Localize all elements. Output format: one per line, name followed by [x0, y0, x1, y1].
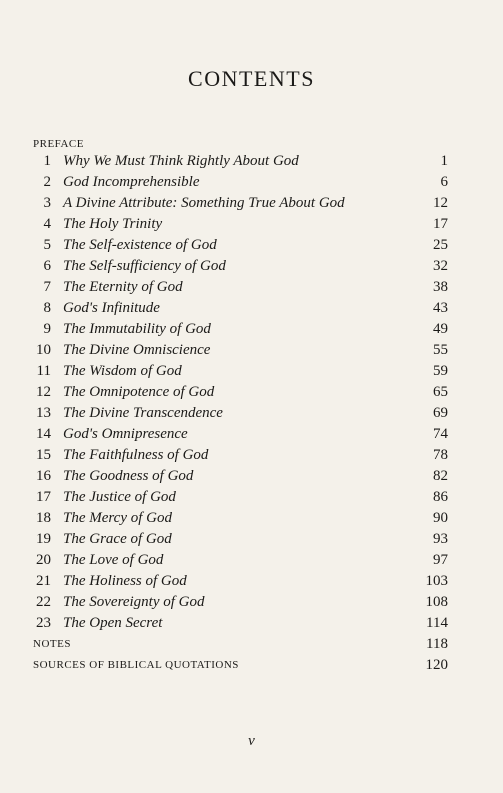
chapter-number: 3	[43, 195, 51, 211]
chapter-title: The Self-existence of God	[63, 237, 217, 253]
chapter-number: 2	[43, 174, 51, 190]
chapter-number: 11	[36, 363, 51, 379]
toc-row	[33, 193, 448, 214]
chapter-title: God Incomprehensible	[63, 174, 200, 190]
chapter-title: The Love of God	[63, 552, 164, 568]
chapter-page-number: 38	[433, 279, 448, 295]
chapter-page-number: 93	[433, 531, 448, 547]
chapter-page-number: 55	[433, 342, 448, 358]
back-matter-page-number: 120	[425, 657, 448, 673]
toc-row	[33, 298, 448, 319]
chapter-page-number: 78	[433, 447, 448, 463]
chapter-page-number: 6	[440, 174, 448, 190]
chapter-number: 16	[36, 468, 51, 484]
chapter-title: The Grace of God	[63, 531, 172, 547]
chapter-title: The Holy Trinity	[63, 216, 163, 232]
chapter-number: 10	[36, 342, 51, 358]
table-of-contents	[33, 151, 448, 634]
toc-row	[33, 382, 448, 403]
toc-row	[33, 550, 448, 571]
chapter-page-number: 69	[433, 405, 448, 421]
toc-row	[33, 403, 448, 424]
toc-row	[33, 613, 448, 634]
chapter-page-number: 82	[433, 468, 448, 484]
toc-row	[33, 487, 448, 508]
chapter-title: A Divine Attribute: Something True About God	[63, 195, 345, 211]
chapter-page-number: 1	[440, 153, 448, 169]
chapter-title: The Goodness of God	[63, 468, 194, 484]
chapter-number: 1	[43, 153, 51, 169]
toc-row	[33, 214, 448, 235]
chapter-page-number: 74	[433, 426, 448, 442]
chapter-number: 8	[43, 300, 51, 316]
back-matter-label: NOTES	[33, 638, 71, 650]
toc-row	[33, 340, 448, 361]
back-matter-row	[33, 655, 448, 676]
chapter-title: Why We Must Think Rightly About God	[63, 153, 299, 169]
chapter-page-number: 108	[425, 594, 448, 610]
toc-row	[33, 172, 448, 193]
chapter-number: 19	[36, 531, 51, 547]
chapter-number: 23	[36, 615, 51, 631]
toc-row	[33, 151, 448, 172]
chapter-number: 5	[43, 237, 51, 253]
chapter-title: The Wisdom of God	[63, 363, 182, 379]
toc-row	[33, 319, 448, 340]
chapter-title: The Sovereignty of God	[63, 594, 205, 610]
chapter-number: 21	[36, 573, 51, 589]
back-matter-page-number: 118	[426, 636, 448, 652]
chapter-title: The Eternity of God	[63, 279, 183, 295]
chapter-number: 14	[36, 426, 51, 442]
chapter-number: 13	[36, 405, 51, 421]
chapter-title: The Immutability of God	[63, 321, 211, 337]
toc-row	[33, 571, 448, 592]
chapter-page-number: 43	[433, 300, 448, 316]
toc-row	[33, 277, 448, 298]
chapter-title: The Self-sufficiency of God	[63, 258, 226, 274]
toc-row	[33, 256, 448, 277]
chapter-title: The Justice of God	[63, 489, 176, 505]
chapter-title: God's Omnipresence	[63, 426, 188, 442]
chapter-title: The Faithfulness of God	[63, 447, 209, 463]
toc-row	[33, 424, 448, 445]
back-matter-label: SOURCES OF BIBLICAL QUOTATIONS	[33, 659, 239, 671]
chapter-number: 12	[36, 384, 51, 400]
chapter-title: God's Infinitude	[63, 300, 160, 316]
chapter-page-number: 97	[433, 552, 448, 568]
chapter-page-number: 86	[433, 489, 448, 505]
chapter-title: The Omnipotence of God	[63, 384, 215, 400]
chapter-number: 6	[43, 258, 51, 274]
chapter-title: The Divine Transcendence	[63, 405, 223, 421]
page-folio: v	[248, 733, 255, 749]
toc-row	[33, 361, 448, 382]
chapter-page-number: 114	[426, 615, 448, 631]
chapter-title: The Divine Omniscience	[63, 342, 211, 358]
chapter-page-number: 103	[425, 573, 448, 589]
chapter-page-number: 65	[433, 384, 448, 400]
toc-row	[33, 466, 448, 487]
toc-row	[33, 235, 448, 256]
chapter-number: 20	[36, 552, 51, 568]
chapter-title: The Mercy of God	[63, 510, 172, 526]
toc-row	[33, 592, 448, 613]
chapter-page-number: 17	[433, 216, 448, 232]
chapter-page-number: 59	[433, 363, 448, 379]
preface-entry: PREFACE	[33, 138, 84, 150]
toc-row	[33, 529, 448, 550]
chapter-page-number: 90	[433, 510, 448, 526]
back-matter-row	[33, 634, 448, 655]
chapter-number: 22	[36, 594, 51, 610]
chapter-number: 18	[36, 510, 51, 526]
chapter-number: 15	[36, 447, 51, 463]
toc-row	[33, 445, 448, 466]
chapter-number: 4	[43, 216, 51, 232]
chapter-number: 9	[43, 321, 51, 337]
chapter-page-number: 25	[433, 237, 448, 253]
chapter-title: The Holiness of God	[63, 573, 187, 589]
chapter-number: 17	[36, 489, 51, 505]
chapter-page-number: 12	[433, 195, 448, 211]
chapter-page-number: 49	[433, 321, 448, 337]
chapter-page-number: 32	[433, 258, 448, 274]
toc-row	[33, 508, 448, 529]
chapter-number: 7	[43, 279, 51, 295]
chapter-title: The Open Secret	[63, 615, 163, 631]
page-title: CONTENTS	[188, 66, 315, 91]
